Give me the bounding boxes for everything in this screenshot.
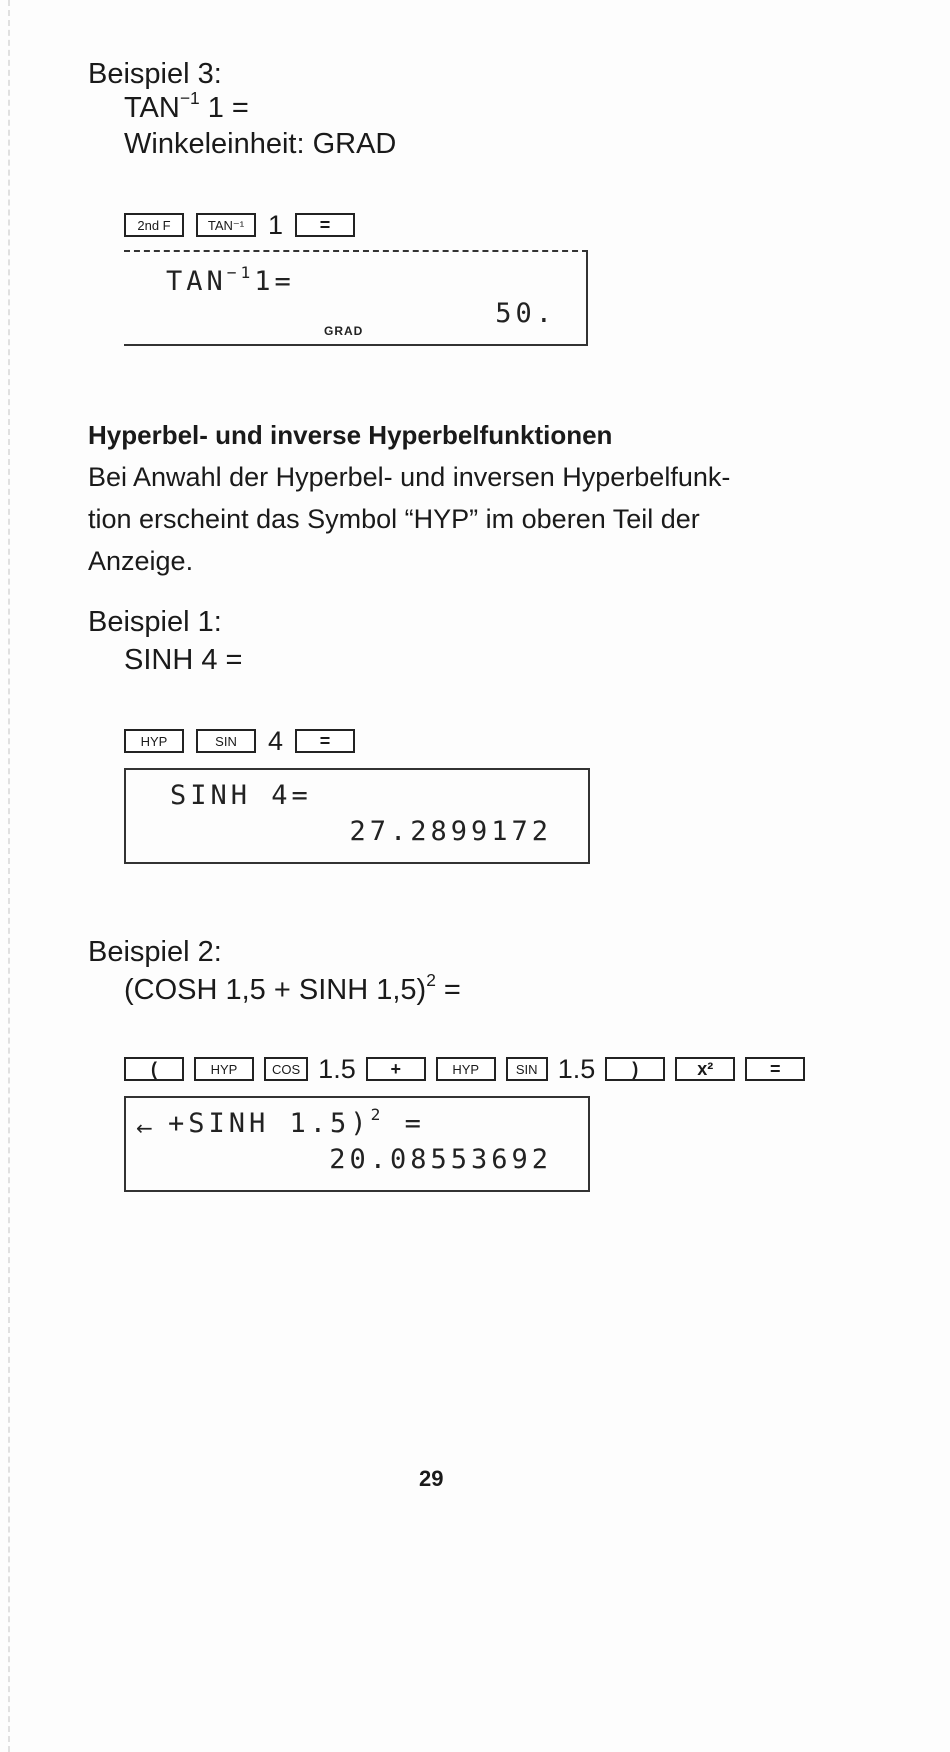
expr-superscript: 2: [426, 969, 436, 990]
key-cos: COS: [264, 1057, 308, 1081]
display-result: 20.08553692: [329, 1144, 552, 1175]
expr-superscript: −1: [179, 87, 200, 108]
display-input-base: TAN: [166, 266, 227, 297]
section-paragraph: [88, 456, 868, 582]
key-digit: 1: [268, 209, 284, 240]
display-mode-indicator: GRAD: [324, 324, 364, 338]
key-hyp: HYP: [436, 1057, 496, 1081]
key-sin: SIN: [506, 1057, 548, 1081]
key-equals: =: [295, 213, 355, 237]
key-equals: =: [745, 1057, 805, 1081]
key-number: 1.5: [557, 1053, 596, 1084]
page-number: 29: [419, 1466, 444, 1491]
key-sequence-3: [124, 208, 355, 242]
key-hyp: HYP: [124, 729, 184, 753]
key-digit: 4: [268, 725, 284, 756]
key-sequence-1: [124, 724, 355, 758]
display-input-sup: 2: [370, 1104, 385, 1124]
display-input-base: +SINH 1.5): [168, 1108, 371, 1139]
calculator-display-3: [124, 250, 588, 346]
calculator-display-2: [124, 1096, 590, 1192]
key-open-paren: (: [124, 1057, 184, 1081]
display-input-tail: =: [384, 1108, 425, 1139]
example-3-title: Beispiel 3:: [88, 58, 222, 90]
key-square: x²: [675, 1057, 735, 1081]
paragraph-line: Anzeige.: [88, 546, 194, 576]
key-plus: +: [366, 1057, 426, 1081]
paragraph-line: Bei Anwahl der Hyperbel- und inversen Hyperbelfunk-: [88, 462, 731, 492]
key-sequence-2: [124, 1052, 805, 1086]
scan-margin: [8, 0, 10, 1752]
example-3-expression: [124, 87, 249, 125]
example-2-expression: [124, 969, 461, 1007]
key-close-paren: ): [605, 1057, 665, 1081]
calculator-display-1: [124, 768, 590, 864]
key-tan-inverse: TAN⁻¹: [196, 213, 256, 237]
display-input-tail: 1=: [254, 266, 295, 297]
key-2ndf: 2nd F: [124, 213, 184, 237]
example-1-title: Beispiel 1:: [88, 606, 222, 638]
angle-unit: Winkeleinheit: GRAD: [124, 128, 397, 160]
display-result: 50.: [495, 298, 556, 329]
display-input-line: [166, 262, 295, 297]
key-hyp: HYP: [194, 1057, 254, 1081]
example-2-title: Beispiel 2:: [88, 936, 222, 968]
paragraph-line: tion erscheint das Symbol “HYP” im oberen Teil der: [88, 504, 700, 534]
key-sin: SIN: [196, 729, 256, 753]
key-number: 1.5: [318, 1053, 356, 1084]
example-1-expression: SINH 4 =: [124, 644, 243, 676]
key-equals: =: [295, 729, 355, 753]
expr-base: TAN: [124, 92, 180, 124]
section-heading: Hyperbel- und inverse Hyperbelfunktionen: [88, 420, 613, 450]
display-input-sup: −1: [226, 262, 255, 282]
display-input-line: SINH 4=: [170, 780, 312, 811]
expr-base: (COSH 1,5 + SINH 1,5): [124, 974, 427, 1006]
display-input-line: [168, 1104, 425, 1139]
expr-tail: 1 =: [199, 92, 249, 124]
expr-tail: =: [435, 974, 461, 1006]
display-result: 27.2899172: [349, 816, 552, 847]
arrow-left-icon: ←: [136, 1116, 153, 1140]
